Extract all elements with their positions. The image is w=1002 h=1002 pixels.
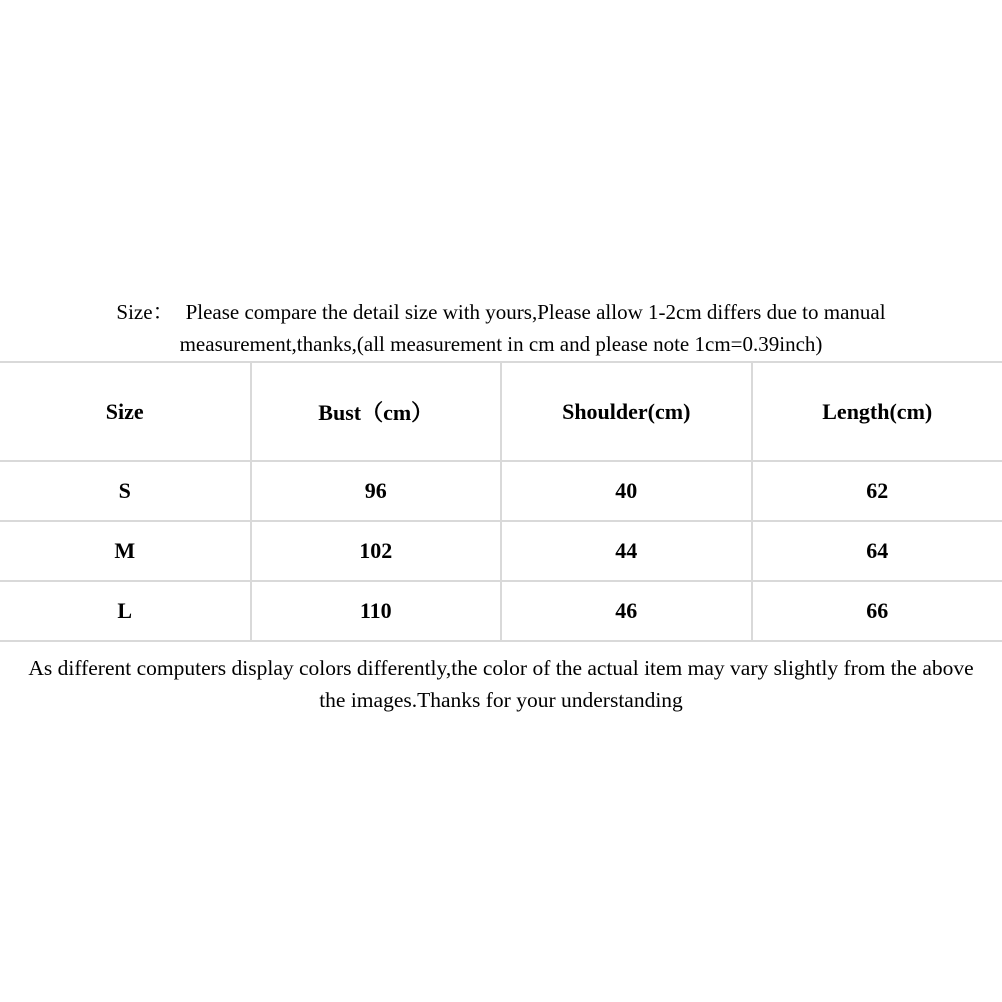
column-header-bust: Bust（cm） bbox=[251, 362, 502, 461]
table-row-l bbox=[0, 581, 1002, 641]
size-label: Size： bbox=[116, 300, 174, 324]
color-disclaimer-line2: the images.Thanks for your understanding bbox=[319, 688, 683, 712]
cell-length-l: 66 bbox=[752, 581, 1002, 641]
column-header-length: Length(cm) bbox=[752, 362, 1002, 461]
size-table bbox=[0, 361, 1002, 642]
cell-bust-l: 110 bbox=[251, 581, 502, 641]
cell-bust-m: 102 bbox=[251, 521, 502, 581]
table-row-s bbox=[0, 461, 1002, 521]
cell-bust-s: 96 bbox=[251, 461, 502, 521]
cell-length-s: 62 bbox=[752, 461, 1002, 521]
table-row-m bbox=[0, 521, 1002, 581]
color-disclaimer-line1: As different computers display colors differently,the color of the actual item may vary slightly from the above bbox=[28, 656, 974, 680]
cell-length-m: 64 bbox=[752, 521, 1002, 581]
table-header-row bbox=[0, 362, 1002, 461]
cell-size-l: L bbox=[117, 598, 133, 623]
cell-size-m: M bbox=[114, 538, 136, 563]
color-disclaimer bbox=[0, 652, 1002, 716]
measurement-note-line1 bbox=[0, 296, 1002, 328]
measurement-note-text1: Please compare the detail size with yours,Please allow 1-2cm differs due to manual bbox=[185, 300, 886, 324]
size-table-head bbox=[0, 362, 1002, 461]
size-table-body bbox=[0, 461, 1002, 641]
cell-shoulder-m: 44 bbox=[501, 521, 752, 581]
measurement-note bbox=[0, 296, 1002, 360]
cell-shoulder-l: 46 bbox=[501, 581, 752, 641]
column-header-size: Size bbox=[105, 398, 144, 424]
measurement-note-line2: measurement,thanks,(all measurement in cm and please note 1cm=0.39inch) bbox=[179, 332, 823, 356]
cell-shoulder-s: 40 bbox=[501, 461, 752, 521]
column-header-shoulder: Shoulder(cm) bbox=[501, 362, 752, 461]
cell-size-s: S bbox=[118, 478, 131, 503]
